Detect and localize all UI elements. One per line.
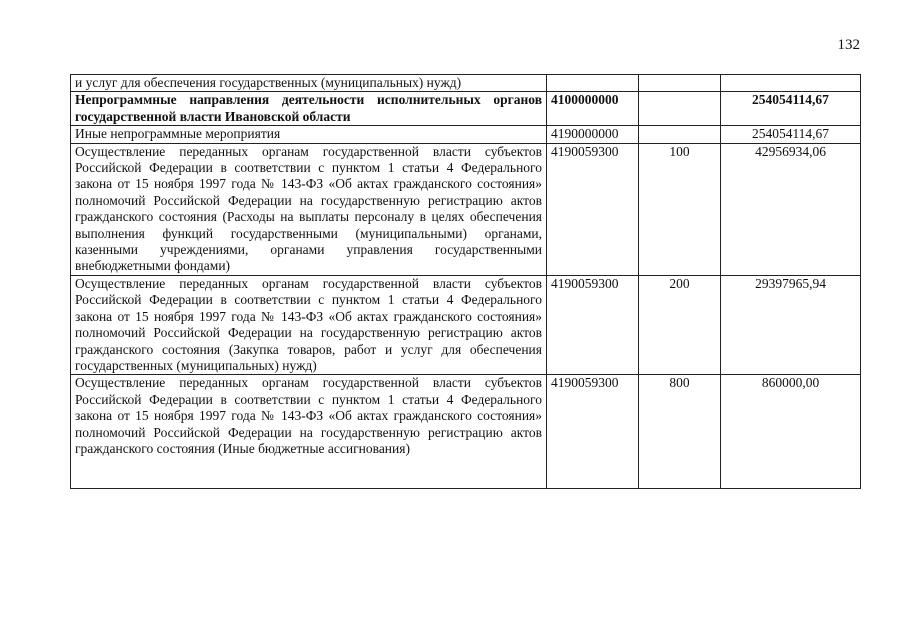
table-row [71,75,861,92]
row-description: Осуществление переданных органам государственной власти субъектов Российской Федерации в соответствии с пунктом 1 статьи 4 Федерального закона от 15 ноября 1997 года № 143-ФЗ «Об актах гражданского состояния» полномочий Российской Федерации на государственную регистрацию актов гражданского состояния (Иные бюджетные ассигнования) [71,375,547,489]
row-target-code [547,75,639,92]
page-number: 132 [837,37,860,53]
row-description: Осуществление переданных органам государственной власти субъектов Российской Федерации в соответствии с пунктом 1 статьи 4 Федерального закона от 15 ноября 1997 года № 143-ФЗ «Об актах гражданского состояния» полномочий Российской Федерации на государственную регистрацию актов гражданского состояния (Расходы на выплаты персоналу в целях обеспечения выполнения функций государственными (муниципальными) органами, казенными учреждениями, органами управления государственными внебюджетными фондами) [71,143,547,275]
table-row [71,143,861,275]
table-row [71,126,861,143]
row-expense-type [639,92,721,126]
row-sum: 42956934,06 [721,143,861,275]
row-target-code: 4190000000 [547,126,639,143]
row-expense-type: 200 [639,275,721,374]
row-sum: 254054114,67 [721,92,861,126]
row-description: и услуг для обеспечения государственных (муниципальных) нужд) [71,75,547,92]
table-row [71,92,861,126]
row-target-code: 4190059300 [547,275,639,374]
row-sum: 254054114,67 [721,126,861,143]
table-row [71,375,861,489]
row-expense-type: 800 [639,375,721,489]
row-expense-type [639,126,721,143]
budget-table [70,74,861,489]
row-description: Непрограммные направления деятельности исполнительных органов государственной власти Ивановской области [71,92,547,126]
row-expense-type [639,75,721,92]
row-target-code: 4190059300 [547,143,639,275]
row-description: Осуществление переданных органам государственной власти субъектов Российской Федерации в соответствии с пунктом 1 статьи 4 Федерального закона от 15 ноября 1997 года № 143-ФЗ «Об актах гражданского состояния» полномочий Российской Федерации на государственную регистрацию актов гражданского состояния (Закупка товаров, работ и услуг для обеспечения государственных (муниципальных) нужд) [71,275,547,374]
row-sum: 860000,00 [721,375,861,489]
row-expense-type: 100 [639,143,721,275]
row-sum [721,75,861,92]
row-sum: 29397965,94 [721,275,861,374]
row-target-code: 4100000000 [547,92,639,126]
row-target-code: 4190059300 [547,375,639,489]
row-description: Иные непрограммные мероприятия [71,126,547,143]
table-row [71,275,861,374]
